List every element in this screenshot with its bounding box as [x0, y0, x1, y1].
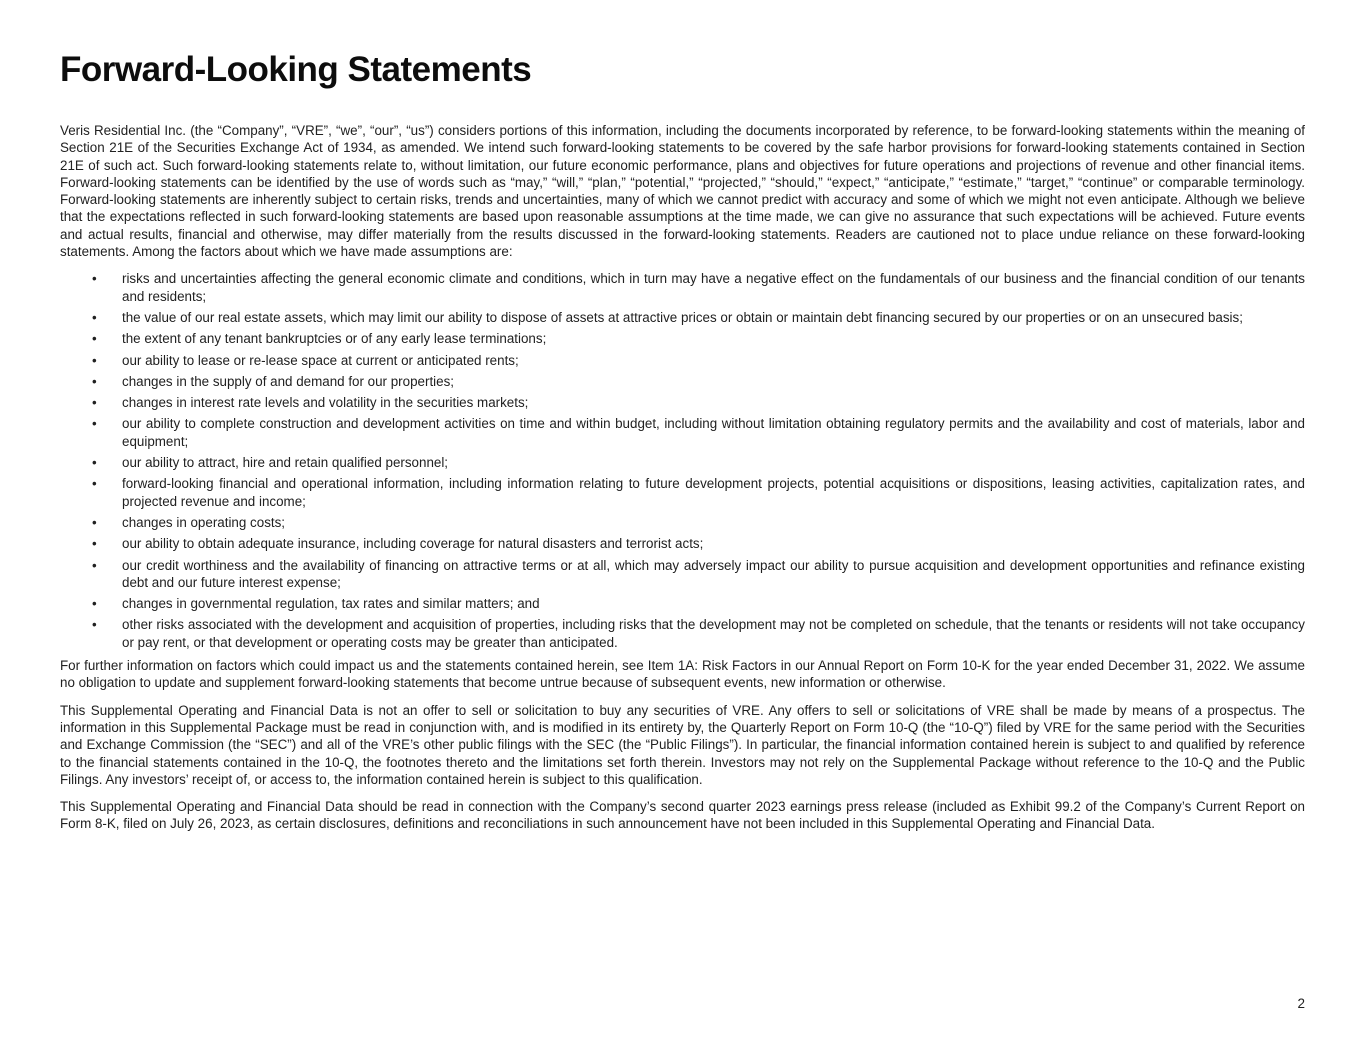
earnings-release-paragraph: This Supplemental Operating and Financial Data should be read in connection with the Company’s second quarter 2023 earnings press release (included as Exhibit 99.2 of the Company’s Current Report on Form 8-K, filed on July 26, 2023, as certain disclosures, definitions and reconciliations in such announcement have not been included in this Supplemental Operating and Financial Data.	[60, 799, 1305, 832]
list-item: • changes in governmental regulation, tax rates and similar matters; and	[122, 595, 1305, 612]
list-item: • forward-looking financial and operational information, including information relating to future development projects, potential acquisitions or dispositions, leasing activities, capitalization rates, and projected revenue and income;	[122, 475, 1305, 510]
list-item: • our ability to attract, hire and retain qualified personnel;	[122, 454, 1305, 471]
list-item: • changes in the supply of and demand for our properties;	[122, 373, 1305, 390]
supplemental-disclaimer-paragraph: This Supplemental Operating and Financial Data is not an offer to sell or solicitation to buy any securities of VRE. Any offers to sell or solicitations of VRE shall be made by means of a prospectus. The information in this Supplemental Package must be read in conjunction with, and is modified in its entirety by, the Quarterly Report on Form 10-Q (the “10-Q”) filed by VRE for the same period with the Securities and Exchange Commission (the “SEC”) and all of the VRE’s other public filings with the SEC (the “Public Filings”). In particular, the financial information contained herein is subject to and qualified by reference to the financial statements contained in the 10-Q, the footnotes thereto and the limitations set forth therein. Investors may not rely on the Supplemental Package without reference to the 10-Q and the Public Filings. Any investors’ receipt of, or access to, the information contained herein is subject to this qualification.	[60, 702, 1305, 787]
further-info-paragraph: For further information on factors which could impact us and the statements contained herein, see Item 1A: Risk Factors in our Annual Report on Form 10-K for the year ended December 31, 2022. We assume no obligation to update and supplement forward-looking statements that become untrue because of subsequent events, new information or otherwise.	[60, 658, 1305, 691]
page-title: Forward-Looking Statements	[60, 50, 532, 89]
list-item: • the extent of any tenant bankruptcies or of any early lease terminations;	[122, 330, 1305, 347]
list-item: • our ability to obtain adequate insurance, including coverage for natural disasters and terrorist acts;	[122, 535, 1305, 552]
list-item: • our ability to complete construction and development activities on time and within budget, including without limitation obtaining regulatory permits and the availability and cost of materials, labor and equipment;	[122, 415, 1305, 450]
list-item: • changes in operating costs;	[122, 514, 1305, 531]
list-item: • risks and uncertainties affecting the general economic climate and conditions, which in turn may have a negative effect on the fundamentals of our business and the financial condition of our tenants and residents;	[122, 270, 1305, 305]
page-number: 2	[1297, 996, 1305, 1011]
list-item: • our credit worthiness and the availability of financing on attractive terms or at all, which may adversely impact our ability to pursue acquisition and development opportunities and refinance existing debt and our future interest expense;	[122, 557, 1305, 592]
list-item: • other risks associated with the development and acquisition of properties, including risks that the development may not be completed on schedule, that the tenants or residents will not take occupancy or pay rent, or that development or operating costs may be greater than anticipated.	[122, 616, 1305, 651]
assumptions-list	[60, 270, 1305, 651]
list-item: • our ability to lease or re-lease space at current or anticipated rents;	[122, 352, 1305, 369]
list-item: • changes in interest rate levels and volatility in the securities markets;	[122, 394, 1305, 411]
intro-paragraph: Veris Residential Inc. (the “Company”, “VRE”, “we”, “our”, “us”) considers portions of this information, including the documents incorporated by reference, to be forward-looking statements within the meaning of Section 21E of the Securities Exchange Act of 1934, as amended. We intend such forward-looking statements to be covered by the safe harbor provisions for forward-looking statements contained in Section 21E of such act. Such forward-looking statements relate to, without limitation, our future economic performance, plans and objectives for future operations and projections of revenue and other financial items. Forward-looking statements can be identified by the use of words such as “may,” “will,” “plan,” “potential,” “projected,” “should,” “expect,” “anticipate,” “estimate,” “target,” “continue” or comparable terminology. Forward-looking statements are inherently subject to certain risks, trends and uncertainties, many of which we cannot predict with accuracy and some of which we might not even anticipate. Although we believe that the expectations reflected in such forward-looking statements are based upon reasonable assumptions at the time made, we can give no assurance that such expectations will be achieved. Future events and actual results, financial and otherwise, may differ materially from the results discussed in the forward-looking statements. Readers are cautioned not to place undue reliance on these forward-looking statements. Among the factors about which we have made assumptions are:	[60, 123, 1305, 260]
list-item: • the value of our real estate assets, which may limit our ability to dispose of assets at attractive prices or obtain or maintain debt financing secured by our properties or on an unsecured basis;	[122, 309, 1305, 326]
